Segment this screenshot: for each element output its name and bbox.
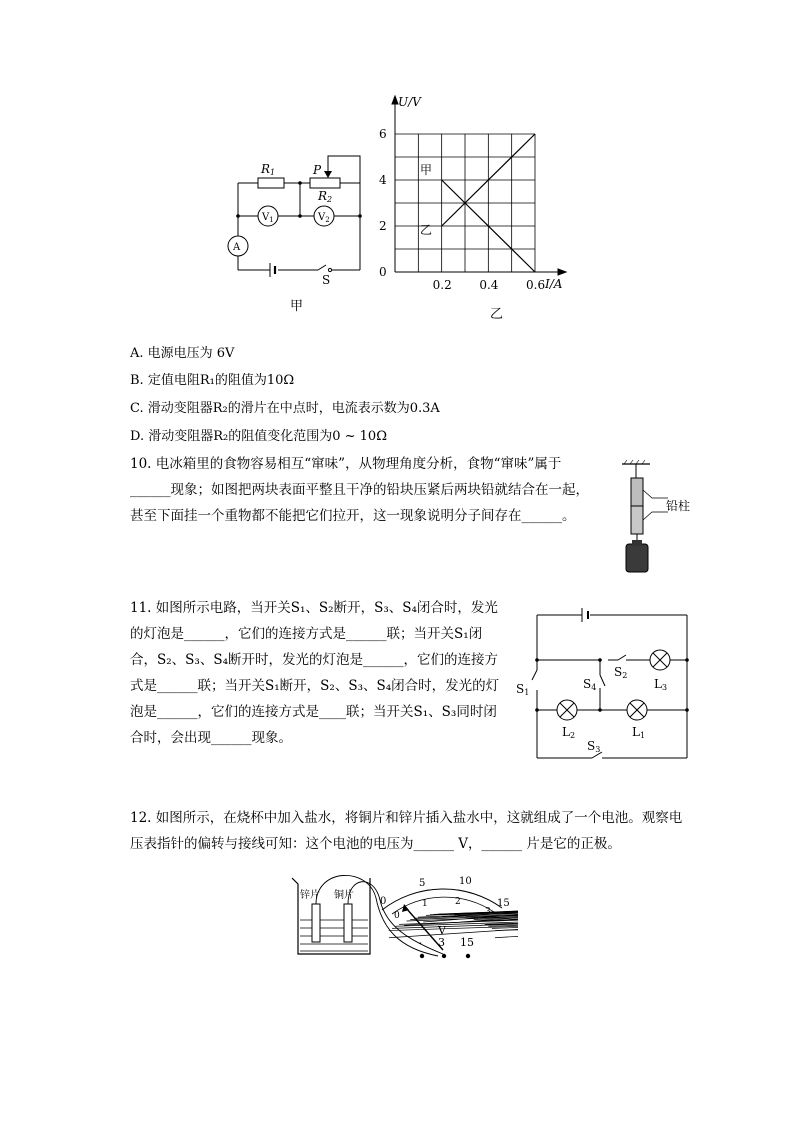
terminal-3-label: 3 <box>438 936 445 949</box>
y-axis-label: U/V <box>398 95 421 109</box>
question-12: 12. 如图所示，在烧杯中加入盐水，将铜片和锌片插入盐水中，这就组成了一个电池。观察电 压表指针的偏转与接线可知：这个电池的电压为______ V，______ 片是它的正极。 <box>130 810 683 852</box>
y-tick-label: 2 <box>379 219 387 233</box>
meter-unit: V <box>438 924 446 937</box>
label-ammeter: A <box>233 242 241 253</box>
svg-text:5: 5 <box>419 878 426 889</box>
x-axis-label: I/A <box>545 277 563 291</box>
zinc-label: 锌片 <box>300 890 320 901</box>
battery-voltmeter-figure <box>288 868 518 968</box>
circuit-figure-q11 <box>512 600 697 765</box>
terminal-minus <box>420 954 424 958</box>
svg-text:V1: $V_1$ <box>262 212 274 224</box>
lead-cylinder-top <box>631 478 643 506</box>
svg-text:R2: R2 <box>318 189 333 204</box>
terminal-15 <box>466 954 470 958</box>
caption-jia: 甲 <box>290 299 304 314</box>
circuit-figure-jia <box>220 148 370 318</box>
y-tick-label: 4 <box>379 173 387 187</box>
label-switch: S <box>322 273 331 287</box>
x-tick-label: 0.2 <box>432 278 452 292</box>
terminal-minus-label: - <box>418 936 422 949</box>
svg-text:V2: $V_2$ <box>318 212 330 224</box>
line-label-jia: 甲 <box>420 163 433 177</box>
svg-text:0: 0 <box>394 911 400 921</box>
svg-text:S1: S1 <box>516 682 530 697</box>
option-d: D. 滑动变阻器R₂的阻值变化范围为0 ~ 10Ω <box>130 429 387 444</box>
label-p: P <box>313 163 322 177</box>
svg-text:S3: S3 <box>587 739 601 754</box>
option-a: A. 电源电压为 6V <box>130 346 235 361</box>
option-b: B. 定值电阻R₁的阻值为10Ω <box>130 373 295 388</box>
svg-text:L1: L1 <box>632 725 646 740</box>
x-tick-label: 0.6 <box>526 278 546 292</box>
zinc-plate <box>312 904 320 942</box>
svg-text:L3: L3 <box>654 677 668 692</box>
svg-text:S2: S2 <box>614 665 628 680</box>
terminal-15-label: 15 <box>460 936 474 949</box>
question-11: 11. 如图所示电路，当开关S₁、S₂断开，S₃、S₄闭合时，发光 的灯泡是______，它们的连接方式是______联；当开关S₁闭 合，S₂、S₃、S₄断开时，发光的灯泡是______，它们的连接方 式是______联；当开关S₁断开，S₂、S₃、S₄闭合时，发光的灯 泡是______，它们的连接方式是____联；当开关S₁、S₃同时闭 合时，会出现______现象。 <box>130 600 500 746</box>
caption-yi: 乙 <box>490 307 504 322</box>
lead-cylinder-bottom <box>631 506 643 534</box>
y-tick-label: 0 <box>379 265 387 279</box>
svg-text:15: 15 <box>497 898 510 909</box>
svg-text:10: 10 <box>459 876 472 887</box>
svg-text:3: 3 <box>485 907 491 917</box>
ui-graph-yi <box>370 92 575 322</box>
y-tick-label: 6 <box>379 127 387 141</box>
question-10: 10. 电冰箱里的食物容易相互“窜味”，从物理角度分析，食物“窜味”属于 ______现象；如图把两块表面平整且干净的铅块压紧后两块铅就结合在一起， 甚至下面挂一个重物都不能把它们拉开，这一现象说明分子间存在______。 <box>130 456 589 524</box>
lead-cylinder-label: 铅柱 <box>666 499 691 513</box>
lead-cylinders-figure <box>610 458 700 576</box>
resistor-r2 <box>310 178 340 188</box>
svg-text:L2: L2 <box>562 725 576 740</box>
x-axis-arrow <box>558 269 566 275</box>
copper-plate <box>344 904 352 942</box>
svg-text:2: 2 <box>455 897 461 907</box>
line-label-yi: 乙 <box>420 223 433 237</box>
x-tick-label: 0.4 <box>479 278 499 292</box>
copper-label: 铜片 <box>334 890 354 901</box>
svg-text:S4: S4 <box>583 677 597 692</box>
option-c: C. 滑动变阻器R₂的滑片在中点时，电流表示数为0.3A <box>130 401 440 416</box>
weight <box>626 544 648 572</box>
svg-text:0: 0 <box>380 896 387 907</box>
resistor-r1 <box>258 178 284 188</box>
slider-arrow <box>324 171 332 178</box>
svg-text:R1: R1 <box>261 162 276 177</box>
terminal-3 <box>442 954 446 958</box>
svg-text:1: 1 <box>422 899 428 909</box>
